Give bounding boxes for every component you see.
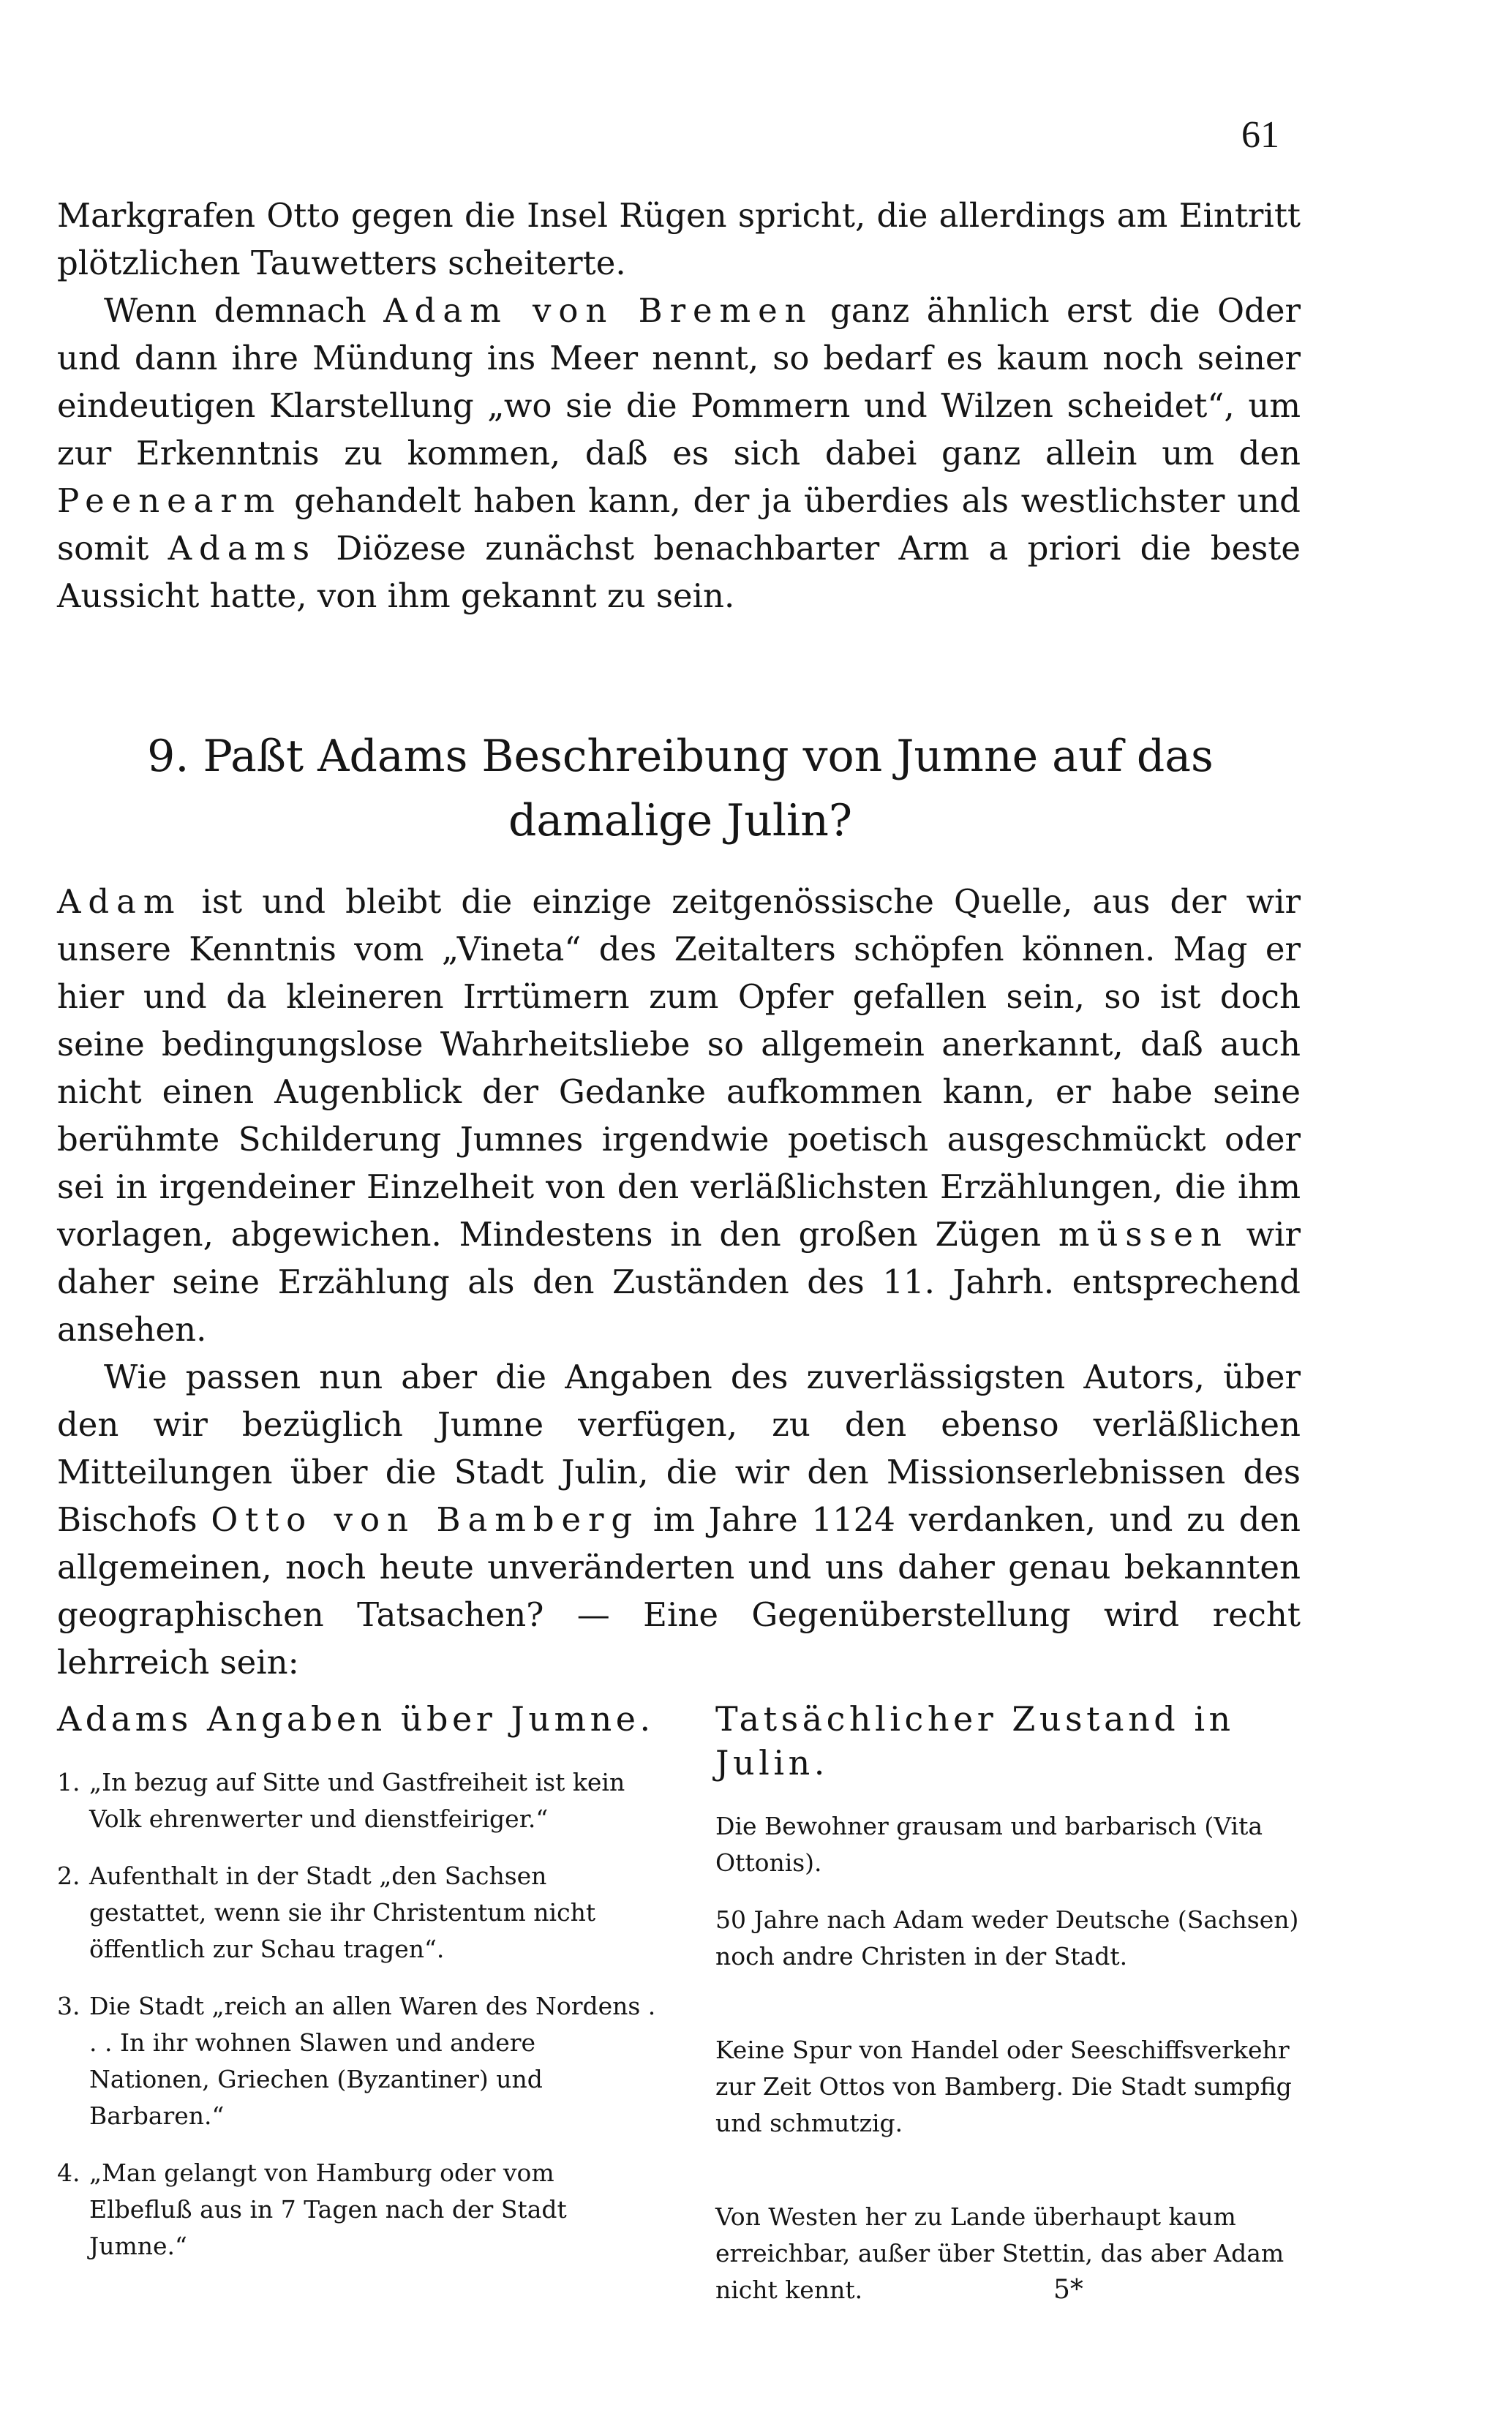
- column-heading-adam: Adams Angaben über Jumne.: [57, 1699, 655, 1739]
- adam-claim-item: [57, 2155, 657, 2265]
- adam-claim-text: Aufenthalt in der Stadt „den Sachsen gestattet, wenn sie ihr Christentum nicht öffentlich zur Schau tragen“.: [89, 1862, 596, 1963]
- section-heading-line-2: damalige Julin?: [508, 795, 853, 846]
- fact-text: Keine Spur von Handel oder Seeschiffsverkehr zur Zeit Ottos von Bamberg. Die Stadt sumpfig und schmutzig.: [715, 2036, 1292, 2137]
- spaced-name: Peenearm: [57, 481, 282, 520]
- spaced-name: Otto von Bamberg: [211, 1500, 640, 1539]
- spaced-name: Adam: [57, 882, 182, 921]
- item-number: 2.: [57, 1862, 80, 1890]
- adam-claim-item: [57, 1858, 657, 1968]
- text-run: wir daher seine Erzählung als den Zuständen des 11. Jahrh. entsprechend ansehen.: [57, 1215, 1301, 1349]
- item-number: 4.: [57, 2159, 80, 2187]
- spaced-name: Adams: [168, 529, 317, 568]
- text-run: Markgrafen Otto gegen die Insel Rügen spricht, die allerdings am Eintritt plötzlichen Tauwetters scheiterte.: [57, 196, 1301, 282]
- adam-claim-item: [57, 1988, 657, 2134]
- fact-text: Von Westen her zu Lande überhaupt kaum erreichbar, außer über Stettin, das aber Adam nicht kennt.: [715, 2202, 1285, 2304]
- paragraph: [57, 192, 1301, 287]
- section-heading: [88, 724, 1273, 853]
- spaced-name: müssen: [1058, 1215, 1229, 1254]
- text-run: Wenn demnach: [104, 291, 384, 330]
- column-heading-fact: Tatsächlicher Zustand in Julin.: [715, 1699, 1235, 1783]
- fact-text: 50 Jahre nach Adam weder Deutsche (Sachsen) noch andre Christen in der Stadt.: [715, 1905, 1299, 1971]
- column-adam: [57, 1697, 657, 2329]
- text-run: gehandelt haben kann, der ja überdies als westlichster und somit: [57, 481, 1301, 568]
- top-text: [57, 192, 1301, 620]
- section-heading-line-1: 9. Paßt Adams Beschreibung von Jumne auf das: [147, 731, 1214, 782]
- paragraph: [57, 878, 1301, 1353]
- paragraph: [57, 1353, 1301, 1686]
- adam-claim-text: „In bezug auf Sitte und Gastfreiheit ist kein Volk ehrenwerter und dienstfeiriger.“: [89, 1768, 625, 1833]
- spaced-name: Adam von Bremen: [383, 291, 813, 330]
- comparison-table: [57, 1697, 1315, 2329]
- paragraph: [57, 287, 1301, 620]
- text-run: Wie passen nun aber die Angaben des zuverlässigsten Autors, über den wir bezüglich Jumne verfügen, zu den ebenso verläßlichen Mitteilungen über die Stadt Julin, die wir den Missionserlebnissen des Bischofs: [57, 1358, 1301, 1539]
- adam-claim-text: Die Stadt „reich an allen Waren des Nordens . . . In ihr wohnen Slawen und andere Nationen, Griechen (Byzantiner) und Barbaren.“: [89, 1992, 656, 2130]
- signature-mark: 5*: [1053, 2275, 1083, 2305]
- adam-claim-item: [57, 1764, 657, 1837]
- section-text: [57, 878, 1301, 1686]
- item-number: 1.: [57, 1768, 80, 1796]
- fact-text: Die Bewohner grausam und barbarisch (Vita Ottonis).: [715, 1812, 1263, 1877]
- column-fact: [715, 1697, 1315, 2329]
- adam-claim-text: „Man gelangt von Hamburg oder vom Elbefluß aus in 7 Tagen nach der Stadt Jumne.“: [89, 2159, 567, 2260]
- item-number: 3.: [57, 1992, 80, 2020]
- text-run: Diözese zunächst benachbarter Arm a priori die beste Aussicht hatte, von ihm gekannt zu sein.: [57, 529, 1301, 615]
- text-run: ist und bleibt die einzige zeitgenössische Quelle, aus der wir unsere Kenntnis vom „Vineta“ des Zeitalters schöpfen können. Mag er hier und da kleineren Irrtümern zum Opfer gefallen sein, so ist doch seine bedingungslose Wahrheitsliebe so allgemein anerkannt, daß auch nicht einen Augenblick der Gedanke aufkommen kann, er habe seine berühmte Schilderung Jumnes irgendwie poetisch ausgeschmückt oder sei in irgendeiner Einzelheit von den verläßlichsten Erzählungen, die ihm vorlagen, abgewichen. Mindestens in den großen Zügen: [57, 882, 1301, 1254]
- page-number: 61: [1241, 114, 1279, 156]
- text-run: ganz ähnlich erst die Oder und dann ihre Mündung ins Meer nennt, so bedarf es kaum noch seiner eindeutigen Klarstellung „wo sie die Pommern und Wilzen scheidet“, um zur Erkenntnis zu kommen, daß es sich dabei ganz allein um den: [57, 291, 1301, 473]
- text-run: im Jahre 1124 verdanken, und zu den allgemeinen, noch heute unveränderten und uns daher genau bekannten geographischen Tatsachen? — Eine Gegenüberstellung wird recht lehrreich sein:: [57, 1500, 1301, 1682]
